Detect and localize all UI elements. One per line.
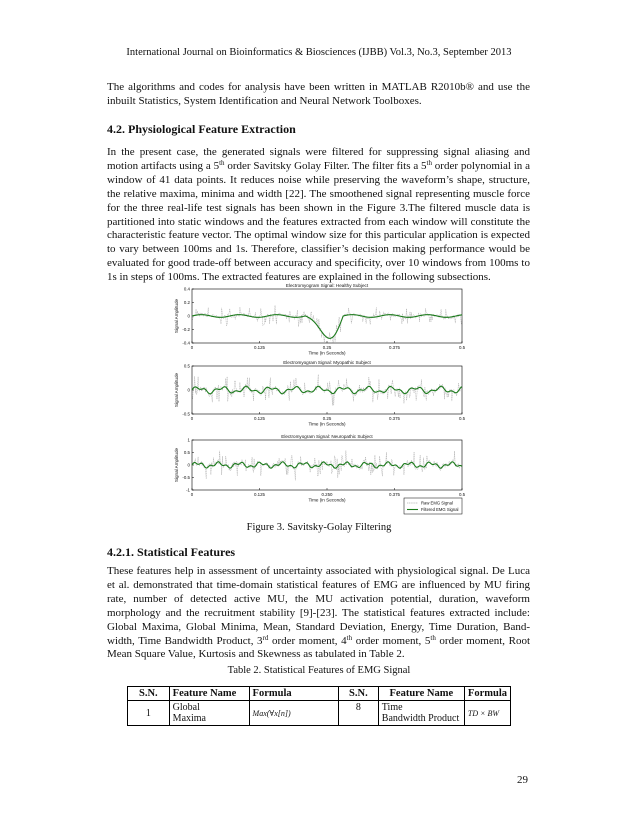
x-tick-label: 0.25 <box>322 416 332 421</box>
y-axis-label: Signal Amplitude <box>174 447 179 483</box>
section-4-2-paragraph: In the present case, the generated signals were filtered for suppressing signal aliasing and motion artifacts using a 5th order Savitsky Golay Filter. The filter fits a 5th order polynomial in a window of 41 data points. It reduces noise while preserving the waveform’s shape, structure, the relative maxima, minima and width [22]. The smoothened signal representing muscle force for the three real-life test signals has been shown in the Figure 3.The filtered muscle data is partitioned into static windows and the features extracted from each window will constitute the characteristic feature vector. The optimal window size for this particular application is expected to vary between 100ms and 1s. Therefore, classifier’s decision making performance would be evaluated for good trade-off between accuracy and specificity, over 10 windows from 100ms to 1s in steps of 100ms. The extracted features are explained in the following subsections. <box>107 146 530 284</box>
table-cell-feature-name: Global Maxima <box>169 701 249 726</box>
table-header-cell: Formula <box>464 687 510 701</box>
table-header-cell: S.N. <box>338 687 378 701</box>
legend-label-raw: Raw EMG Signal <box>421 500 453 506</box>
x-tick-label: 0 <box>190 345 194 350</box>
table-header-cell: Formula <box>249 687 338 701</box>
emg-figure <box>160 280 480 518</box>
table-header-cell: S.N. <box>128 687 170 701</box>
plot-title: Electromyogram Signal: Neuropathic Subject <box>281 434 373 439</box>
page-number: 29 <box>517 774 528 786</box>
y-tick-label: -0.2 <box>182 327 190 332</box>
x-tick-label: 0.25 <box>322 345 332 350</box>
y-tick-label: 0 <box>187 387 190 393</box>
x-axis-label: Time (in Seconds) <box>308 421 346 427</box>
section-4-2-heading: 4.2. Physiological Feature Extraction <box>107 122 296 136</box>
section-4-2-1-heading: 4.2.1. Statistical Features <box>107 545 236 559</box>
table-cell-formula: Max(∀x[n]) <box>249 701 338 726</box>
x-tick-label: 0.125 <box>254 345 265 350</box>
y-tick-label: 0 <box>187 313 190 319</box>
legend-label-filtered: Filtered EMG Signal <box>421 507 459 512</box>
statistical-features-table <box>127 686 511 726</box>
figure-caption: Figure 3. Savitsky-Golay Filtering <box>246 522 392 533</box>
x-tick-label: 0 <box>190 492 194 497</box>
table-header-cell: Feature Name <box>378 687 464 701</box>
y-tick-label: -0.4 <box>182 340 190 346</box>
y-tick-label: 0.4 <box>183 286 190 292</box>
table-header-cell: Feature Name <box>169 687 249 701</box>
plot-title: Electromyogram Signal: Healthy Subject <box>285 283 369 288</box>
table-header-row <box>128 687 511 701</box>
x-tick-label: 0.5 <box>458 345 466 350</box>
x-tick-label: 0.250 <box>321 492 333 497</box>
x-tick-label: 0.375 <box>389 345 400 350</box>
y-tick-label: 0.5 <box>183 450 190 455</box>
x-tick-label: 0.375 <box>389 416 400 421</box>
y-tick-label: 1 <box>187 437 190 443</box>
x-tick-label: 0.375 <box>389 492 400 497</box>
x-axis-label: Time (in Seconds) <box>308 350 346 356</box>
x-tick-label: 0.125 <box>254 492 265 497</box>
x-axis-label: Time (in Seconds) <box>308 497 346 503</box>
table-cell-sn: 8 <box>338 701 378 726</box>
x-tick-label: 0.5 <box>458 492 466 497</box>
y-tick-label: -0.5 <box>182 475 190 480</box>
x-tick-label: 0.125 <box>254 416 265 421</box>
y-tick-label: 0 <box>187 462 190 468</box>
y-tick-label: -1 <box>186 487 190 493</box>
table-caption: Table 2. Statistical Features of EMG Signal <box>227 665 411 676</box>
y-tick-label: -0.5 <box>182 411 190 417</box>
y-tick-label: 0.2 <box>183 300 190 305</box>
section-4-2-1-paragraph: These features help in assessment of uncertainty associated with physiological signal. De Luca et al. demonstrated that time-domain statistical features of EMG are influenced by MU firing rate, number of detected active MU, the MU activation potential, duration, waveform morphology and the recruitment stability [9]-[23]. The statistical features extracted include: Global Maxima, Global Minima, Mean, Standard Deviation, Energy, Time Duration, Band-width, Time Bandwidth Product, 3rd order moment, 4th order moment, 5th order moment, Root Mean Square Value, Kurtosis and Skewness as tabulated in Table 2. <box>107 565 531 661</box>
y-axis-label: Signal Amplitude <box>174 298 179 334</box>
y-axis-label: Signal Amplitude <box>174 372 179 408</box>
table-cell-formula: TD × BW <box>464 701 510 726</box>
x-tick-label: 0 <box>190 416 194 421</box>
x-tick-label: 0.5 <box>458 416 466 421</box>
table-cell-sn: 1 <box>128 701 170 726</box>
y-tick-label: 0.5 <box>183 363 190 369</box>
intro-paragraph: The algorithms and codes for analysis have been written in MATLAB R2010b® and use the inbuilt Statistics, System Identification and Neural Network Toolboxes. <box>107 81 530 107</box>
table-row <box>128 701 511 726</box>
table-cell-feature-name: Time Bandwidth Product <box>378 701 464 726</box>
running-header: International Journal on Bioinformatics & Biosciences (IJBB) Vol.3, No.3, September 2013 <box>126 47 512 58</box>
plot-title: Electromyogram Signal: Myopathic Subject <box>283 360 371 365</box>
